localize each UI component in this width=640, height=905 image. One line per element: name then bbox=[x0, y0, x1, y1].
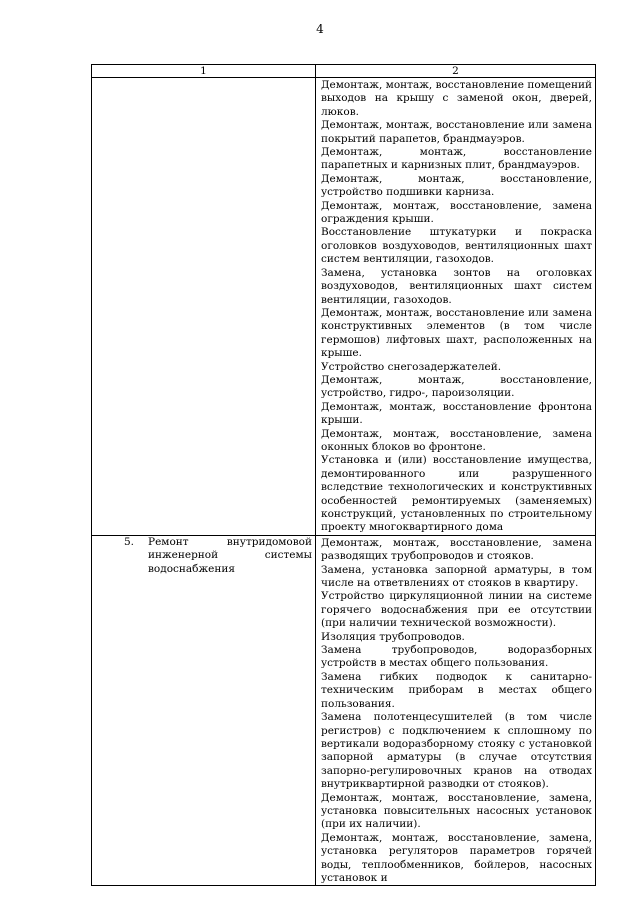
work-item: Демонтаж, монтаж, восстановление, устройство подшивки карниза. bbox=[321, 172, 592, 199]
table-header-row bbox=[92, 65, 596, 78]
work-item: Замена полотенцесушителей (в том числе регистров) с подключением к сплошному по вертикали водоразборному стояку с установкой запорной арматуры (в случае отсутствия запорно-регулировочных кранов на отводах внутриквартирной разводки от стояков). bbox=[321, 711, 592, 791]
row-title: Ремонт внутридомовой инженерной системы водоснабжения bbox=[148, 535, 312, 575]
work-item: Установка и (или) восстановление имущества, демонтированного или разрушенного вследствие технологических и конструктивных особенностей ремонтируемых (заменяемых) конструкций, установленных по строительному проекту многоквартирного дома bbox=[321, 454, 592, 534]
table-row bbox=[92, 535, 596, 886]
header-col-2: 2 bbox=[316, 65, 596, 78]
work-item: Замена, установка зонтов на оголовках воздуховодов, вентиляционных шахт систем вентиляции, газоходов. bbox=[321, 266, 592, 306]
work-item: Устройство циркуляционной линии на системе горячего водоснабжения при ее отсутствии (при наличии технической возможности). bbox=[321, 590, 592, 630]
row-b-heading bbox=[92, 536, 315, 576]
work-item: Демонтаж, монтаж, восстановление или замена покрытий парапетов, брандмауэров. bbox=[321, 119, 592, 145]
work-item: Демонтаж, монтаж, восстановление или замена конструктивных элементов (в том числе гермошов) лифтовых шахт, расположенных на крыше. bbox=[321, 306, 592, 360]
row-number: 5. bbox=[123, 535, 134, 548]
work-item: Демонтаж, монтаж, восстановление, замена оконных блоков во фронтоне. bbox=[321, 427, 592, 453]
work-item: Замена, установка запорной арматуры, в том числе на ответвлениях от стояков в квартиру. bbox=[321, 563, 592, 590]
works-table bbox=[91, 64, 596, 886]
work-item: Демонтаж, монтаж, восстановление помещений выходов на крышу с заменой окон, дверей, люков. bbox=[321, 79, 592, 118]
row-b-left-cell bbox=[92, 535, 316, 886]
row-a-works-cell bbox=[316, 78, 596, 536]
work-item: Устройство снегозадержателей. bbox=[321, 360, 502, 373]
table-row bbox=[92, 78, 596, 536]
row-b-works-cell bbox=[316, 535, 596, 886]
row-a-left-cell bbox=[92, 78, 316, 536]
work-item: Восстановление штукатурки и покраска оголовков воздуховодов, вентиляционных шахт систем вентиляции, газоходов. bbox=[321, 226, 592, 266]
work-item: Замена гибких подводок к санитарно-техническим приборам в местах общего пользования. bbox=[321, 670, 592, 710]
work-item: Демонтаж, монтаж, восстановление, замена, установка регуляторов параметров горячей воды, теплообменников, бойлеров, насосных установок и bbox=[321, 831, 592, 884]
work-item: Демонтаж, монтаж, восстановление, устройство, гидро-, пароизоляции. bbox=[321, 373, 592, 400]
work-item: Демонтаж, монтаж, восстановление парапетных и карнизных плит, брандмауэров. bbox=[321, 146, 592, 172]
header-col-1: 1 bbox=[92, 65, 316, 78]
work-item: Демонтаж, монтаж, восстановление фронтона крыши. bbox=[321, 400, 592, 427]
work-item: Замена трубопроводов, водоразборных устройств в местах общего пользования. bbox=[321, 644, 592, 670]
work-item: Изоляция трубопроводов. bbox=[321, 630, 465, 643]
work-item: Демонтаж, монтаж, восстановление, замена, установка повысительных насосных установок (при их наличии). bbox=[321, 791, 592, 831]
work-item: Демонтаж, монтаж, восстановление, замена разводящих трубопроводов и стояков. bbox=[321, 536, 592, 563]
page-number: 4 bbox=[316, 22, 324, 36]
work-item: Демонтаж, монтаж, восстановление, замена ограждения крыши. bbox=[321, 199, 592, 226]
